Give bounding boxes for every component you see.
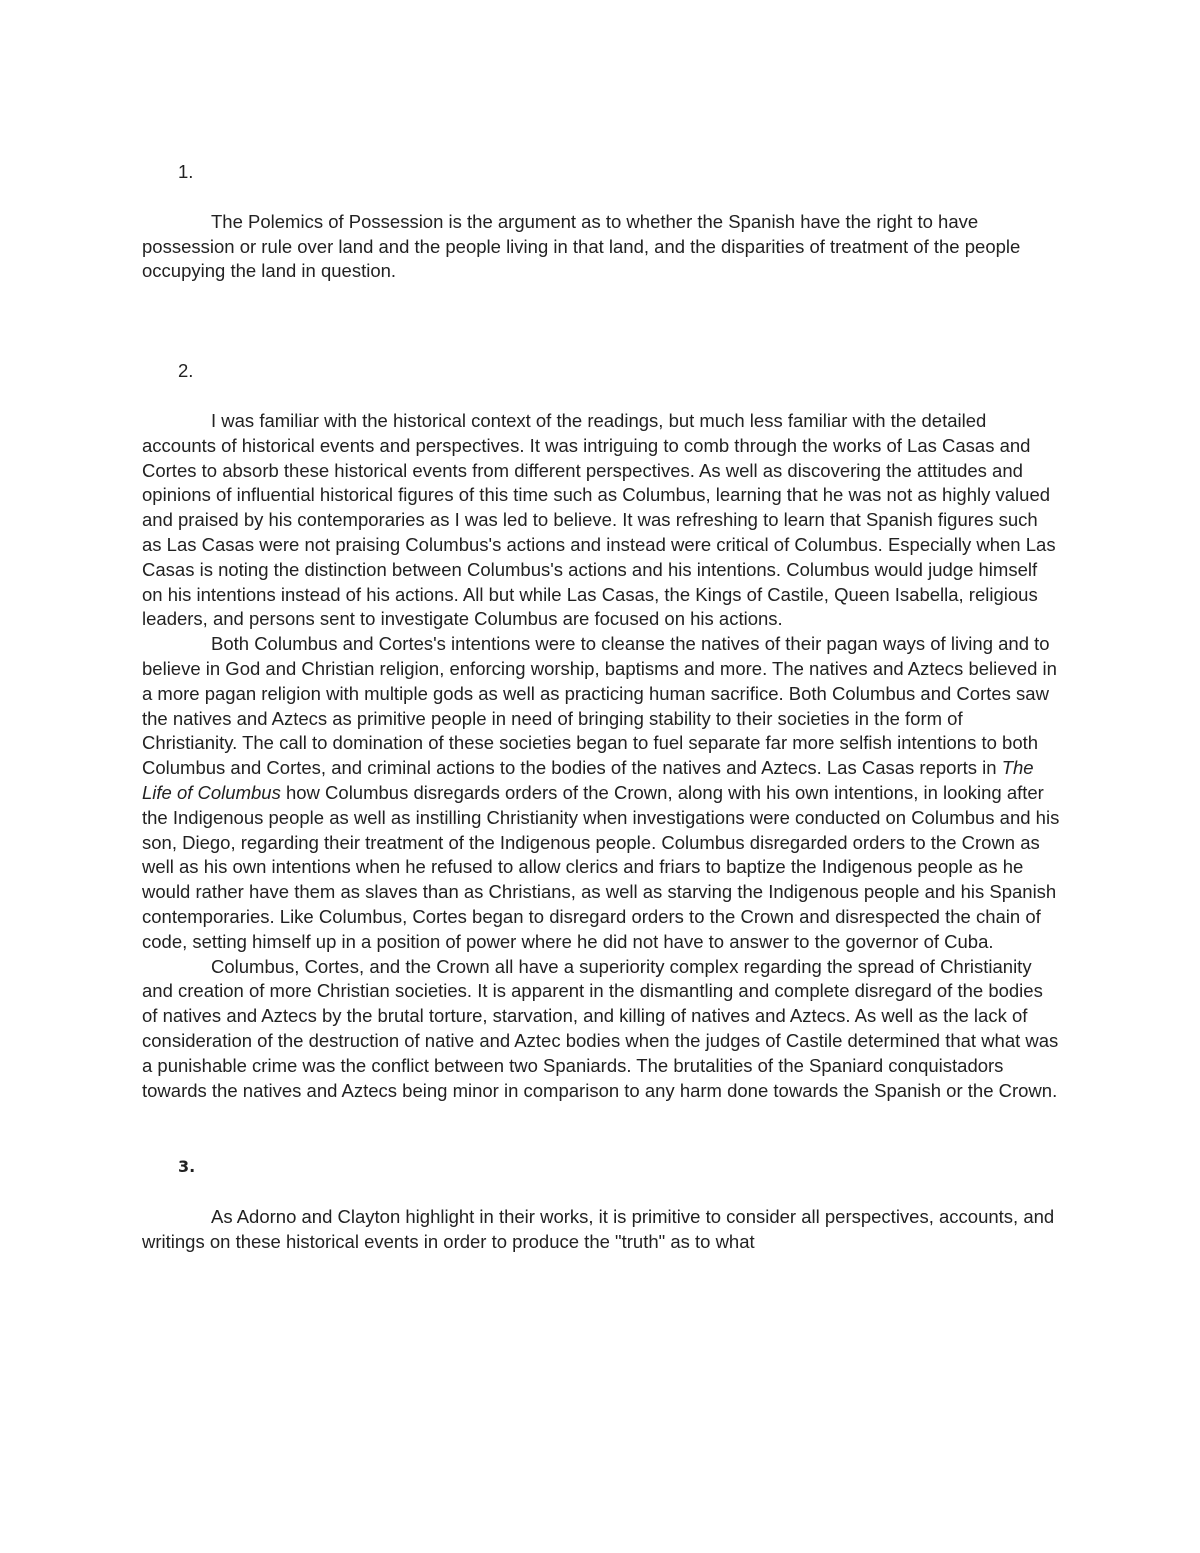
book-title: The Life of Columbus xyxy=(142,757,1034,803)
section-2-paragraph-1: I was familiar with the historical context of the readings, but much less familiar with the detailed accounts of historical events and perspectives. It was intriguing to comb through the works of Las Casas and Cortes to absorb these historical events from different perspectives. As well as discovering the attitudes and opinions of influential historical figures of this time such as Columbus, learning that he was not as highly valued and praised by his contemporaries as I was led to believe. It was refreshing to learn that Spanish figures such as Las Casas were not praising Columbus's actions and instead were critical of Columbus. Especially when Las Casas is noting the distinction between Columbus's actions and his intentions. Columbus would judge himself on his intentions instead of his actions. All but while Las Casas, the Kings of Castile, Queen Isabella, religious leaders, and persons sent to investigate Columbus are focused on his actions. xyxy=(142,409,1056,630)
paragraph-text-after-title: how Columbus disregards orders of the Crown, along with his own intentions, in looking after the Indigenous people as well as instilling Christianity when investigations were conducted on Columbus and his son, Diego, regarding their treatment of the Indigenous people. Columbus disregarded orders to the Crown as well as his own intentions when he refused to allow clerics and friars to baptize the Indigenous people as he would rather have them as slaves than as Christians, as well as starving the Indigenous people and his Spanish contemporaries. Like Columbus, Cortes began to disregard orders to the Crown and disrespected the chain of code, setting himself up in a position of power where he did not have to answer to the governor of Cuba. xyxy=(142,781,1060,952)
paragraph-text-before-title: Both Columbus and Cortes's intentions were to cleanse the natives of their pagan ways of living and to believe in God and Christian religion, enforcing worship, baptisms and more. The natives and Aztecs believed in a more pagan religion with multiple gods as well as practicing human sacrifice. Both Columbus and Cortes saw the natives and Aztecs as primitive people in need of bringing stability to their societies in the form of Christianity. The call to domination of these societies began to fuel separate far more selfish intentions to both Columbus and Cortes, and criminal actions to the bodies of the natives and Aztecs. Las Casas reports in xyxy=(142,633,1057,779)
section-number-1: 1. xyxy=(178,161,194,182)
document-body xyxy=(142,160,1062,1255)
section-number-2: 2. xyxy=(178,360,194,382)
section-2-paragraph-2 xyxy=(142,632,1062,954)
section-2-paragraph-3: Columbus, Cortes, and the Crown all have a superiority complex regarding the spread of Christianity and creation of more Christian societies. It is apparent in the dismantling and complete disregard of the bodies of natives and Aztecs by the brutal torture, starvation, and killing of natives and Aztecs. As well as the lack of consideration of the destruction of native and Aztec bodies when the judges of Castile determined that what was a punishable crime was the conflict between two Spaniards. The brutalities of the Spaniard conquistadors towards the natives and Aztecs being minor in comparison to any harm done towards the Spanish or the Crown. xyxy=(142,955,1059,1101)
section-number-3: 3. xyxy=(178,1157,196,1177)
section-3-paragraph-1: As Adorno and Clayton highlight in their works, it is primitive to consider all perspectives, accounts, and writings on these historical events in order to produce the "truth" as to what xyxy=(142,1206,1055,1252)
section-1-paragraph-1: The Polemics of Possession is the argument as to whether the Spanish have the right to have possession or rule over land and the people living in that land, and the disparities of treatment of the people occupying the land in question. xyxy=(142,210,1021,282)
